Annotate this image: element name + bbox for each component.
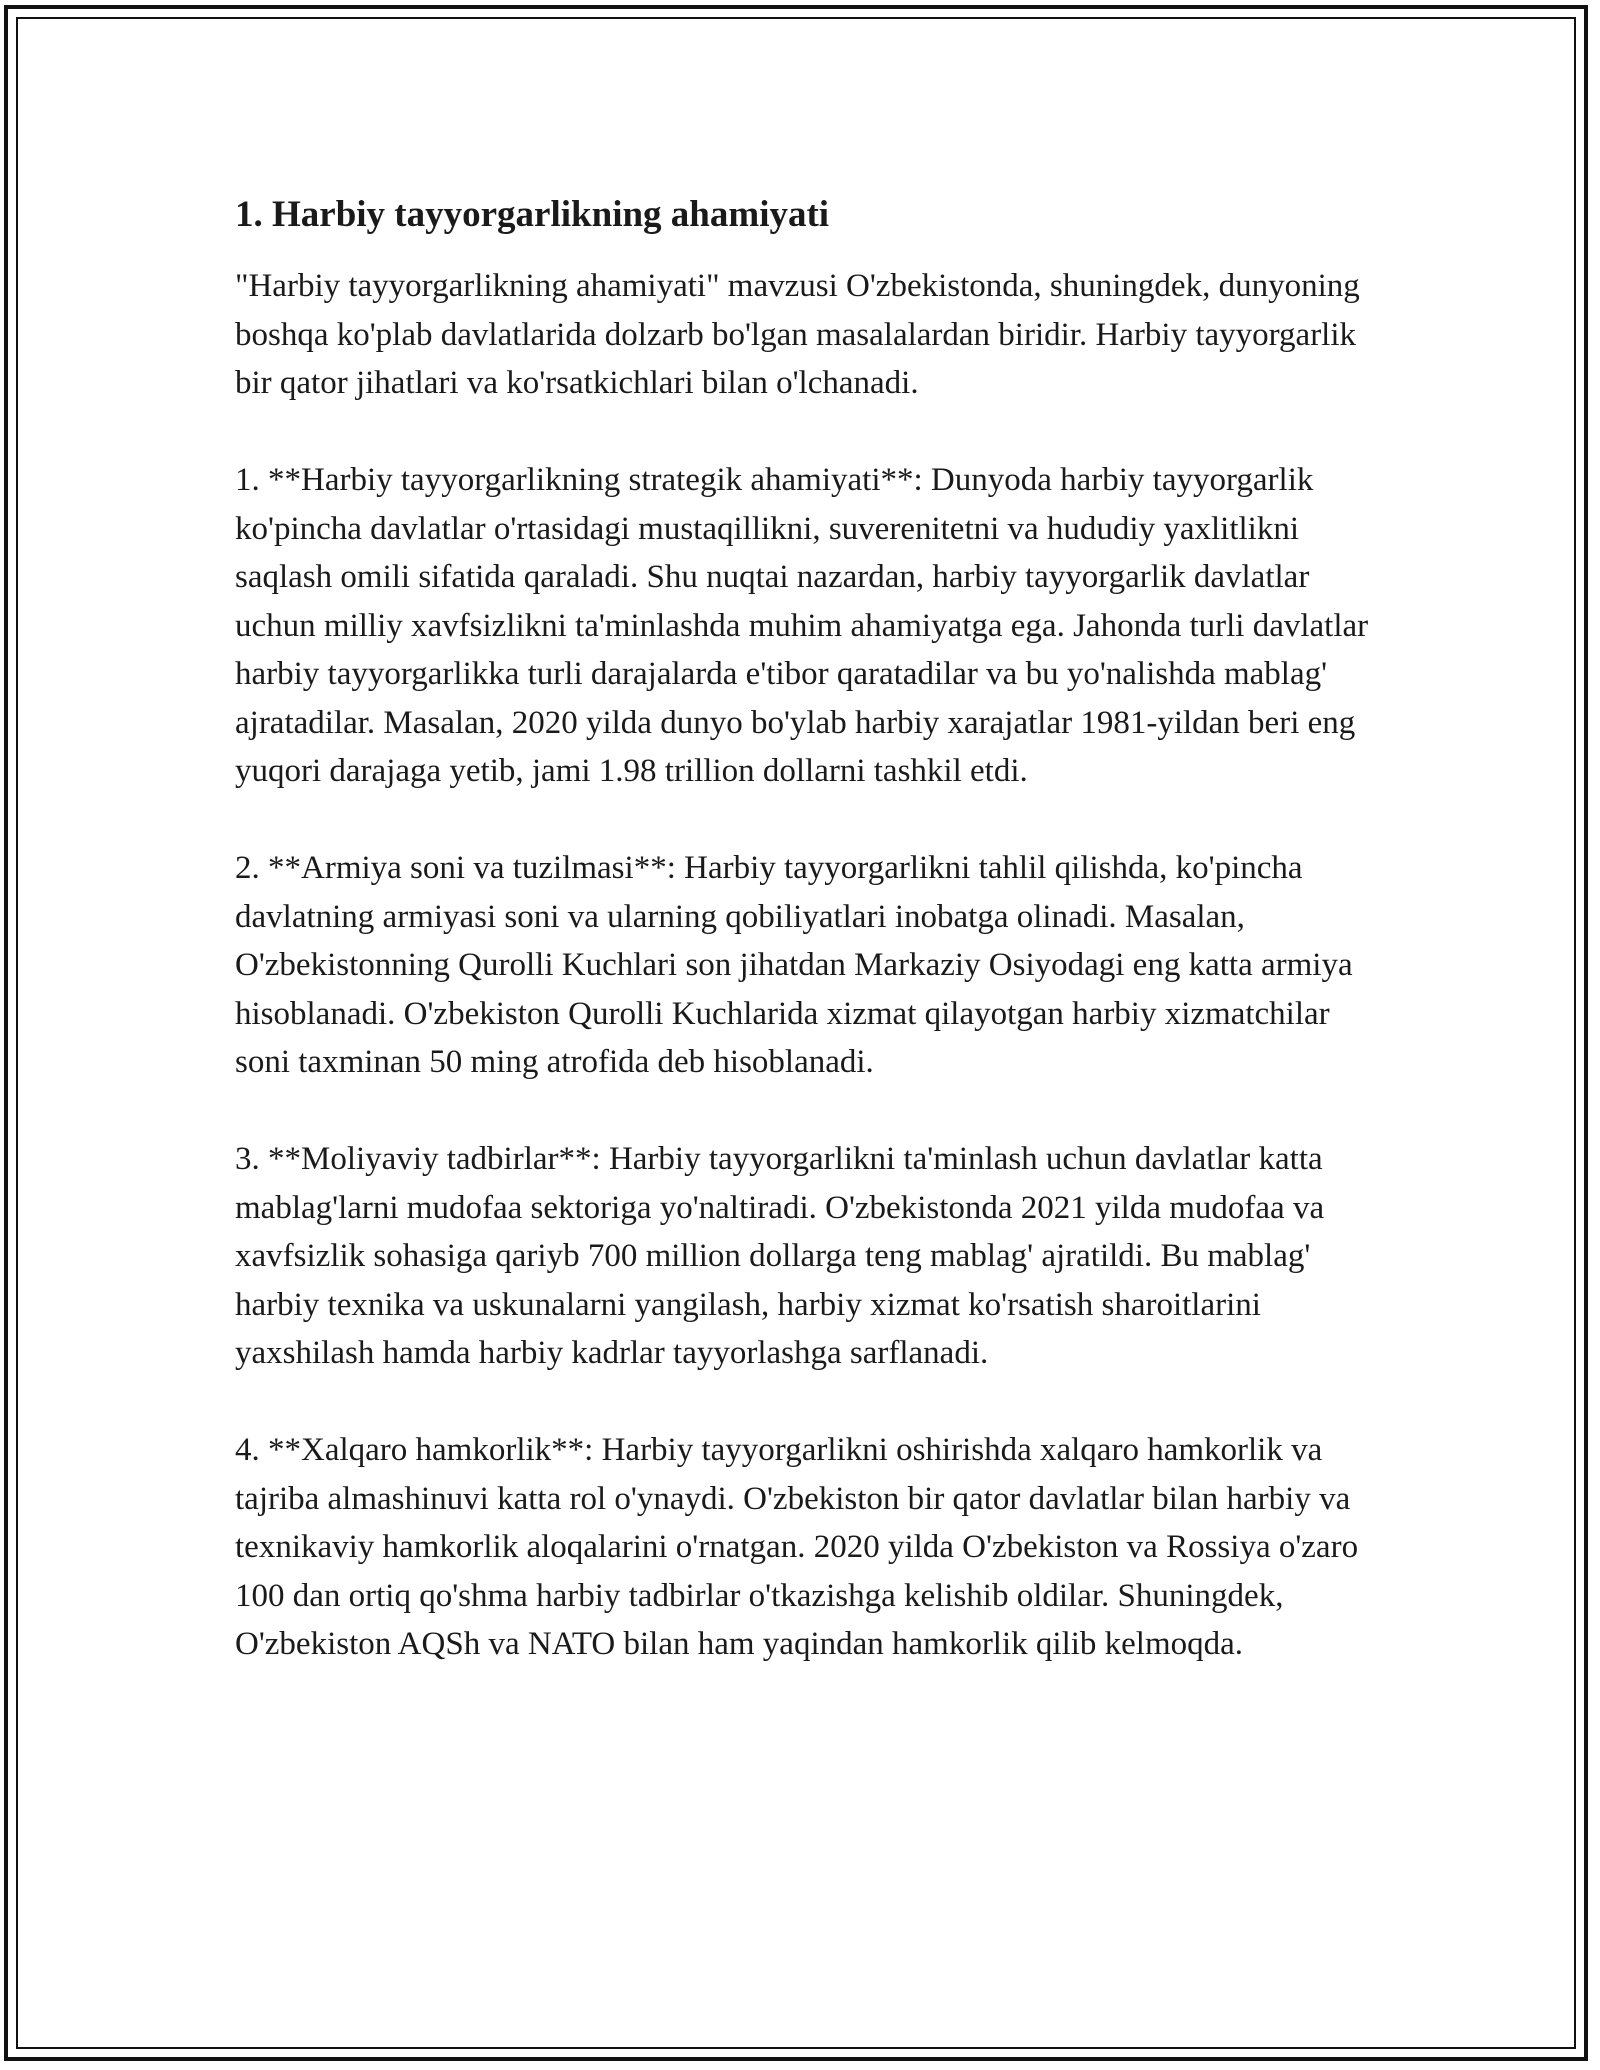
document-body — [235, 190, 1375, 1717]
intro-paragraph: "Harbiy tayyorgarlikning ahamiyati" mavzusi O'zbekistonda, shuningdek, dunyoning boshqa ko'plab davlatlarida dolzarb bo'lgan masalalardan biridir. Harbiy tayyorgarlik bir qator jihatlari va ko'rsatkichlari bilan o'lchanadi. — [235, 268, 1360, 401]
paragraph-financial-measures: 3. **Moliyaviy tadbirlar**: Harbiy tayyorgarlikni ta'minlash uchun davlatlar katta mablag'larni mudofaa sektoriga yo'naltiradi. O'zbekistonda 2021 yilda mudofaa va xavfsizlik sohasiga qariyb 700 million dollarga teng mablag' ajratildi. Bu mablag' harbiy texnika va uskunalarni yangilash, harbiy xizmat ko'rsatish sharoitlarini yaxshilash hamda harbiy kadrlar tayyorlashga sarflanadi. — [235, 1141, 1325, 1371]
paragraph-strategic-importance: 1. **Harbiy tayyorgarlikning strategik ahamiyati**: Dunyoda harbiy tayyorgarlik ko'pincha davlatlar o'rtasidagi mustaqillikni, suverenitetni va hududiy yaxlitlikni saqlash omili sifatida qaraladi. Shu nuqtai nazardan, harbiy tayyorgarlik davlatlar uchun milliy xavfsizlikni ta'minlashda muhim ahamiyatga ega. Jahonda turli davlatlar harbiy tayyorgarlikka turli darajalarda e'tibor qaratadilar va bu yo'nalishda mablag' ajratadilar. Masalan, 2020 yilda dunyo bo'ylab harbiy xarajatlar 1981-yildan beri eng yuqori darajaga yetib, jami 1.98 trillion dollarni tashkil etdi. — [235, 462, 1369, 789]
document-title: 1. Harbiy tayyorgarlikning ahamiyati — [235, 194, 830, 235]
paragraph-army-size: 2. **Armiya soni va tuzilmasi**: Harbiy tayyorgarlikni tahlil qilishda, ko'pincha davlatning armiyasi soni va ularning qobiliyatlari inobatga olinadi. Masalan, O'zbekistonning Qurolli Kuchlari son jihatdan Markaziy Osiyodagi eng katta armiya hisoblanadi. O'zbekiston Qurolli Kuchlarida xizmat qilayotgan harbiy xizmatchilar soni taxminan 50 ming atrofida deb hisoblanadi. — [235, 850, 1353, 1080]
paragraph-international-cooperation: 4. **Xalqaro hamkorlik**: Harbiy tayyorgarlikni oshirishda xalqaro hamkorlik va tajriba almashinuvi katta rol o'ynaydi. O'zbekiston bir qator davlatlar bilan harbiy va texnikaviy hamkorlik aloqalarini o'rnatgan. 2020 yilda O'zbekiston va Rossiya o'zaro 100 dan ortiq qo'shma harbiy tadbirlar o'tkazishga kelishib oldilar. Shuningdek, O'zbekiston AQSh va NATO bilan ham yaqindan hamkorlik qilib kelmoqda. — [235, 1432, 1359, 1662]
